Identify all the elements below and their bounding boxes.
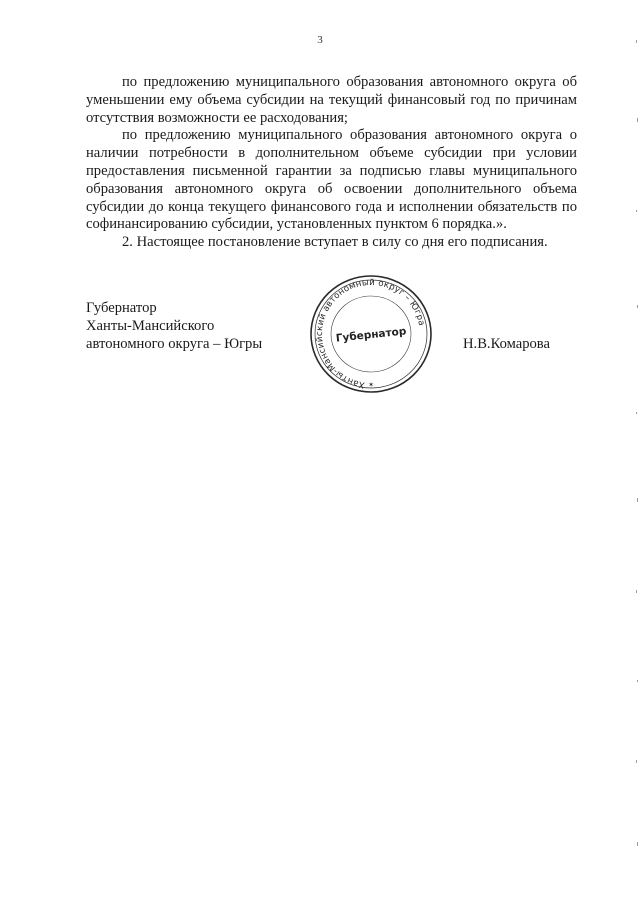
svg-text:✶: ✶: [368, 381, 374, 389]
seal-center-text: Губернатор: [335, 325, 407, 345]
signatory-position: [86, 300, 262, 353]
signatory-name: Н.В.Комарова: [463, 336, 550, 352]
document-body: [86, 74, 577, 252]
paragraph: по предложению муниципального образования автономного округа об уменьшении ему объема субсидии на текущий финансовый год по причинам отсутствия возможности ее расходования;: [86, 74, 577, 126]
scan-edge-marks: [630, 0, 640, 905]
position-line: Ханты-Мансийского: [86, 317, 215, 334]
page-number: 3: [317, 34, 323, 46]
seal-graphic: [301, 272, 441, 398]
position-line: автономного округа – Югры: [86, 335, 263, 352]
official-seal: [301, 272, 441, 398]
paragraph: 2. Настоящее постановление вступает в силу со дня его подписания.: [122, 234, 548, 251]
position-line: Губернатор: [86, 300, 157, 316]
seal-ring-text: Ханты-Мансийский автономный округ – Югра: [314, 277, 427, 390]
paragraph: по предложению муниципального образования автономного округа о наличии потребности в дополнительном объеме субсидии при условии предоставления письменной гарантии за подписью главы муниципального образования автономного округа об освоении дополнительного объема субсидии до конца текущего финансового года и исполнении обязательств по софинансированию субсидии, установленных пунктом 6 порядка.».: [86, 127, 577, 233]
